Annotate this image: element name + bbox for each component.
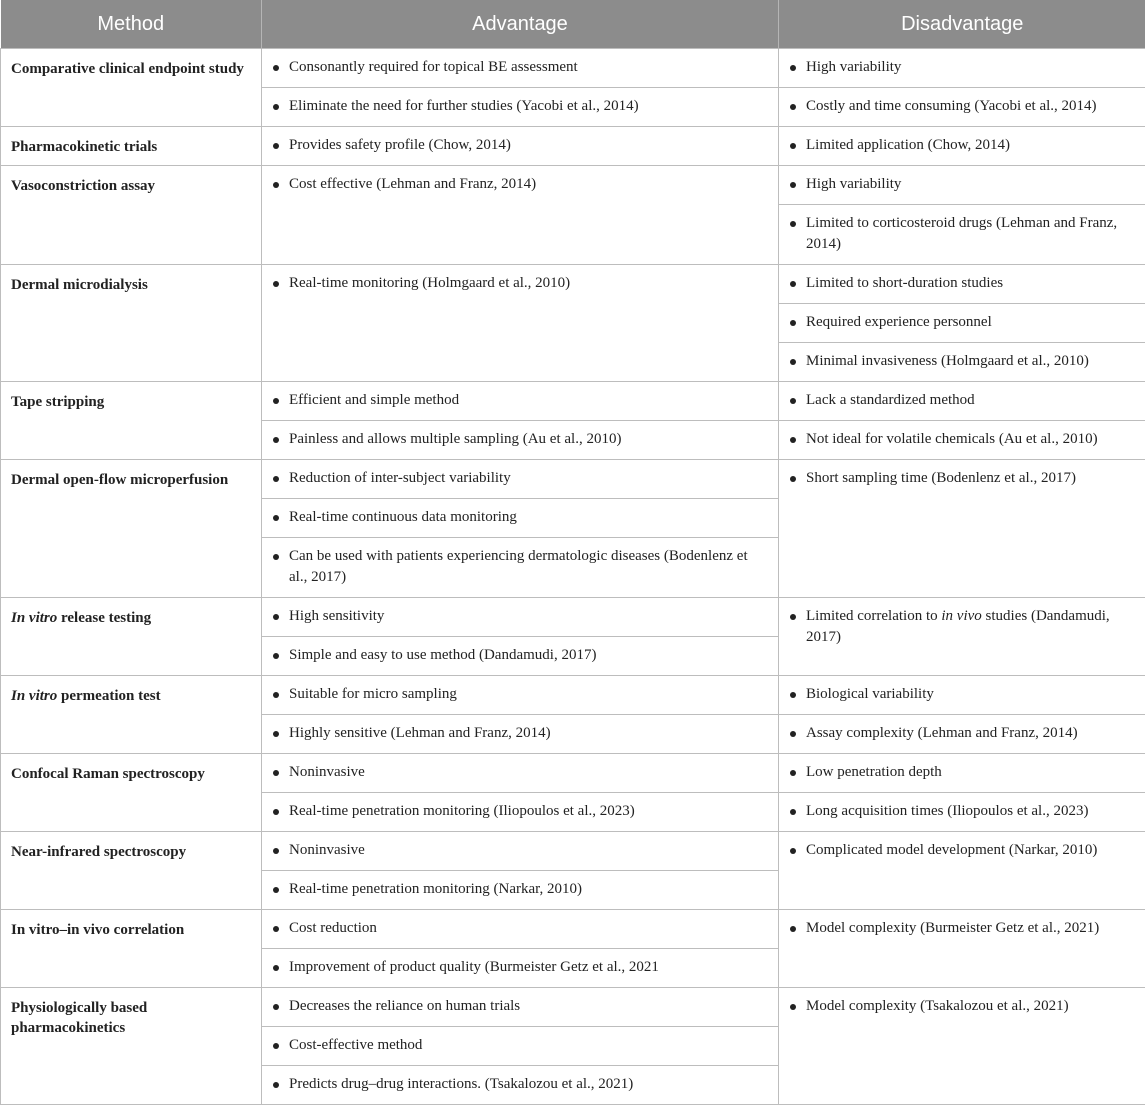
header-disadvantage: Disadvantage: [779, 0, 1145, 49]
advantage-item: Decreases the reliance on human trials: [262, 988, 778, 1026]
table-row: [1, 988, 1145, 1105]
table-row: [1, 460, 1145, 598]
table-row: [1, 832, 1145, 910]
disadvantage-item: High variability: [779, 49, 1145, 87]
disadvantage-item: Complicated model development (Narkar, 2010): [779, 832, 1145, 870]
table-row: [1, 910, 1145, 988]
disadvantage-cell: [779, 49, 1145, 127]
disadvantage-cell: [779, 754, 1145, 832]
bullet-icon: [273, 809, 279, 815]
bullet-icon: [273, 848, 279, 854]
method-cell: Comparative clinical endpoint study: [1, 49, 262, 127]
advantage-item: Simple and easy to use method (Dandamudi, 2017): [262, 636, 778, 675]
bullet-icon: [790, 221, 796, 227]
bullet-icon: [790, 398, 796, 404]
disadvantage-cell: [779, 598, 1145, 676]
advantage-cell: [262, 988, 779, 1105]
disadvantage-cell: [779, 676, 1145, 754]
advantage-item: Efficient and simple method: [262, 382, 778, 420]
bullet-icon: [273, 515, 279, 521]
bullet-icon: [790, 770, 796, 776]
bullet-icon: [273, 887, 279, 893]
disadvantage-item: Lack a standardized method: [779, 382, 1145, 420]
method-cell: In vitro–in vivo correlation: [1, 910, 262, 988]
bullet-icon: [273, 926, 279, 932]
disadvantage-item: Limited to corticosteroid drugs (Lehman and Franz, 2014): [779, 204, 1145, 264]
advantage-item: Improvement of product quality (Burmeister Getz et al., 2021: [262, 948, 778, 987]
method-cell: Pharmacokinetic trials: [1, 127, 262, 166]
bullet-icon: [790, 476, 796, 482]
disadvantage-item: Long acquisition times (Iliopoulos et al., 2023): [779, 792, 1145, 831]
method-cell: Physiologically based pharmacokinetics: [1, 988, 262, 1105]
disadvantage-item: Model complexity (Tsakalozou et al., 2021): [779, 988, 1145, 1026]
bullet-icon: [273, 653, 279, 659]
advantage-item: Noninvasive: [262, 832, 778, 870]
bullet-icon: [273, 281, 279, 287]
bullet-icon: [790, 104, 796, 110]
table-row: [1, 127, 1145, 166]
method-cell: Vasoconstriction assay: [1, 166, 262, 265]
disadvantage-item: Limited to short-duration studies: [779, 265, 1145, 303]
advantage-item: Real-time penetration monitoring (Iliopoulos et al., 2023): [262, 792, 778, 831]
bullet-icon: [273, 104, 279, 110]
bullet-icon: [273, 1043, 279, 1049]
disadvantage-item: Short sampling time (Bodenlenz et al., 2017): [779, 460, 1145, 498]
advantage-item: Predicts drug–drug interactions. (Tsakalozou et al., 2021): [262, 1065, 778, 1104]
method-cell: In vitro release testing: [1, 598, 262, 676]
method-cell: Near-infrared spectroscopy: [1, 832, 262, 910]
bullet-icon: [790, 143, 796, 149]
advantage-item: Noninvasive: [262, 754, 778, 792]
method-cell: Dermal open-flow microperfusion: [1, 460, 262, 598]
advantage-item: Suitable for micro sampling: [262, 676, 778, 714]
advantage-item: Real-time monitoring (Holmgaard et al., 2010): [262, 265, 778, 303]
method-cell: In vitro permeation test: [1, 676, 262, 754]
advantage-item: Painless and allows multiple sampling (Au et al., 2010): [262, 420, 778, 459]
table-row: [1, 166, 1145, 265]
bullet-icon: [790, 731, 796, 737]
advantage-item: Real-time penetration monitoring (Narkar, 2010): [262, 870, 778, 909]
bullet-icon: [790, 65, 796, 71]
disadvantage-cell: [779, 127, 1145, 166]
bullet-icon: [273, 143, 279, 149]
method-cell: Dermal microdialysis: [1, 265, 262, 382]
advantage-item: Consonantly required for topical BE assessment: [262, 49, 778, 87]
advantage-item: Provides safety profile (Chow, 2014): [262, 127, 778, 165]
disadvantage-cell: [779, 832, 1145, 910]
bullet-icon: [790, 359, 796, 365]
advantage-cell: [262, 832, 779, 910]
bullet-icon: [273, 65, 279, 71]
advantage-cell: [262, 382, 779, 460]
table-row: [1, 49, 1145, 127]
bullet-icon: [790, 926, 796, 932]
advantage-item: Reduction of inter-subject variability: [262, 460, 778, 498]
header-row: [1, 0, 1145, 49]
advantage-item: High sensitivity: [262, 598, 778, 636]
bullet-icon: [273, 182, 279, 188]
bullet-icon: [273, 1004, 279, 1010]
method-cell: Tape stripping: [1, 382, 262, 460]
table-row: [1, 676, 1145, 754]
bullet-icon: [273, 965, 279, 971]
table-row: [1, 598, 1145, 676]
disadvantage-item: Limited correlation to in vivo studies (Dandamudi, 2017): [779, 598, 1145, 657]
bullet-icon: [790, 1004, 796, 1010]
disadvantage-cell: [779, 988, 1145, 1105]
advantage-cell: [262, 598, 779, 676]
advantage-item: Real-time continuous data monitoring: [262, 498, 778, 537]
disadvantage-item: Low penetration depth: [779, 754, 1145, 792]
disadvantage-item: Assay complexity (Lehman and Franz, 2014): [779, 714, 1145, 753]
disadvantage-cell: [779, 382, 1145, 460]
advantage-item: Cost effective (Lehman and Franz, 2014): [262, 166, 778, 204]
advantage-item: Highly sensitive (Lehman and Franz, 2014): [262, 714, 778, 753]
disadvantage-cell: [779, 910, 1145, 988]
table-row: [1, 265, 1145, 382]
bullet-icon: [273, 398, 279, 404]
disadvantage-item: Model complexity (Burmeister Getz et al., 2021): [779, 910, 1145, 948]
bullet-icon: [790, 182, 796, 188]
method-cell: Confocal Raman spectroscopy: [1, 754, 262, 832]
advantage-item: Cost-effective method: [262, 1026, 778, 1065]
bullet-icon: [273, 1082, 279, 1088]
bullet-icon: [790, 437, 796, 443]
disadvantage-item: High variability: [779, 166, 1145, 204]
advantage-cell: [262, 166, 779, 265]
advantage-cell: [262, 754, 779, 832]
disadvantage-item: Costly and time consuming (Yacobi et al., 2014): [779, 87, 1145, 126]
advantage-cell: [262, 265, 779, 382]
disadvantage-cell: [779, 166, 1145, 265]
bullet-icon: [790, 281, 796, 287]
disadvantage-item: Biological variability: [779, 676, 1145, 714]
bullet-icon: [273, 614, 279, 620]
bullet-icon: [790, 320, 796, 326]
bullet-icon: [790, 848, 796, 854]
advantage-item: Cost reduction: [262, 910, 778, 948]
header-advantage: Advantage: [262, 0, 779, 49]
bullet-icon: [273, 437, 279, 443]
disadvantage-cell: [779, 265, 1145, 382]
disadvantage-item: Required experience personnel: [779, 303, 1145, 342]
advantage-cell: [262, 910, 779, 988]
header-method: Method: [1, 0, 262, 49]
table-row: [1, 382, 1145, 460]
advantage-cell: [262, 49, 779, 127]
advantage-cell: [262, 127, 779, 166]
advantage-item: Can be used with patients experiencing dermatologic diseases (Bodenlenz et al., 2017): [262, 537, 778, 597]
advantage-cell: [262, 460, 779, 598]
disadvantage-item: Not ideal for volatile chemicals (Au et al., 2010): [779, 420, 1145, 459]
bullet-icon: [273, 731, 279, 737]
bullet-icon: [273, 476, 279, 482]
bullet-icon: [790, 809, 796, 815]
bullet-icon: [273, 554, 279, 560]
bullet-icon: [273, 692, 279, 698]
table-row: [1, 754, 1145, 832]
disadvantage-item: Limited application (Chow, 2014): [779, 127, 1145, 165]
bullet-icon: [790, 692, 796, 698]
disadvantage-item: Minimal invasiveness (Holmgaard et al., 2010): [779, 342, 1145, 381]
disadvantage-cell: [779, 460, 1145, 598]
advantage-item: Eliminate the need for further studies (Yacobi et al., 2014): [262, 87, 778, 126]
bullet-icon: [790, 614, 796, 620]
bullet-icon: [273, 770, 279, 776]
advantage-cell: [262, 676, 779, 754]
